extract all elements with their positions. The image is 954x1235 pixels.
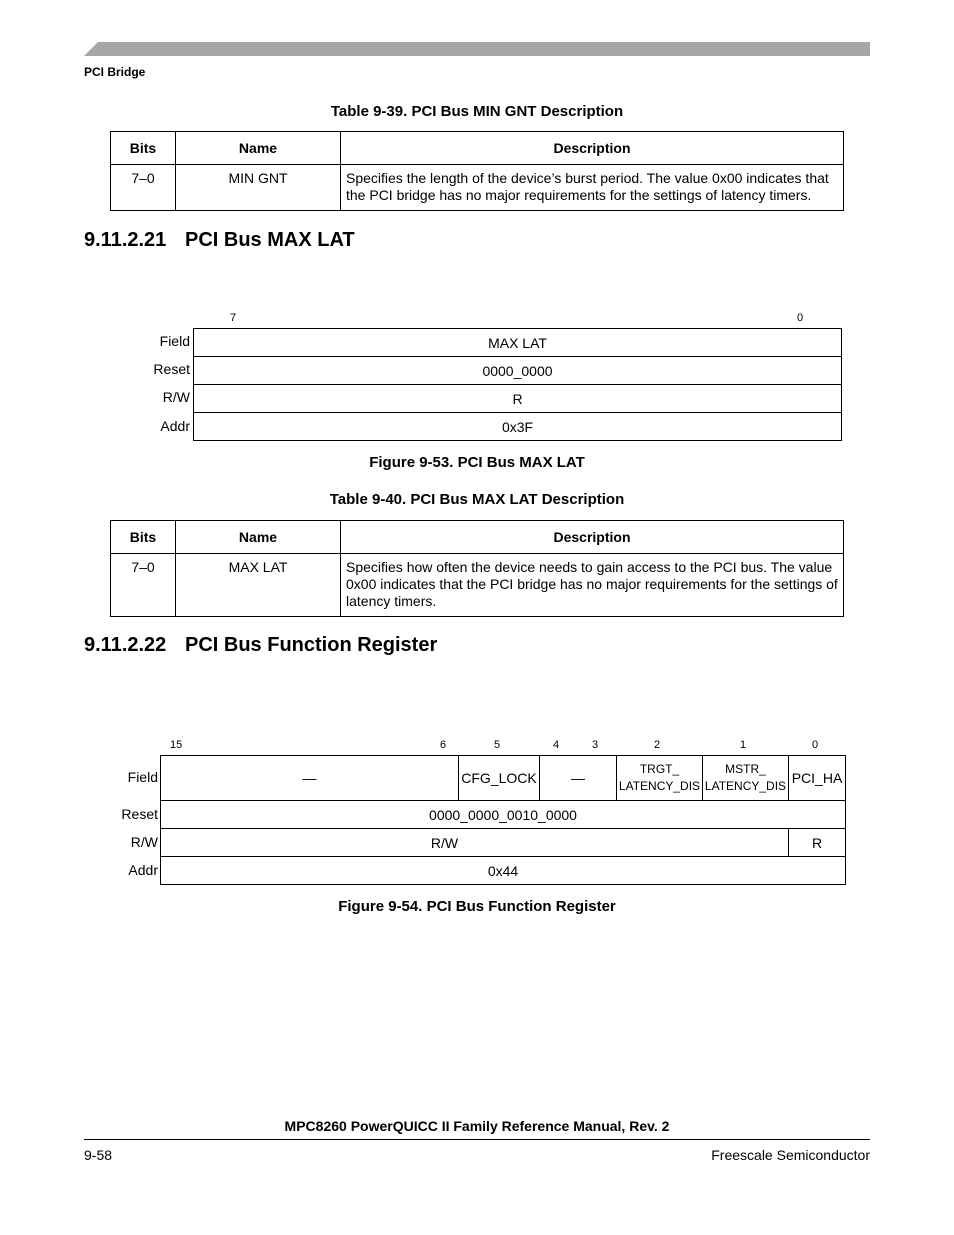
- bit-number-5: 5: [494, 739, 501, 751]
- cell-bits: 7–0: [111, 165, 176, 211]
- field-cfg-lock: CFG_LOCK: [459, 756, 540, 801]
- header-bar: [84, 42, 870, 56]
- rw-row: [161, 829, 846, 857]
- table-39-header-row: [111, 132, 844, 165]
- running-header: PCI Bridge: [84, 65, 146, 79]
- row-label-field: Field: [159, 333, 190, 349]
- row-label-rw: R/W: [162, 389, 190, 405]
- bit-number-1: 1: [740, 739, 747, 751]
- cell-name: MIN GNT: [176, 165, 341, 211]
- table-39-caption: Table 9-39. PCI Bus MIN GNT Description: [330, 103, 624, 120]
- column-header-name: Name: [176, 132, 341, 165]
- table-40-caption: Table 9-40. PCI Bus MAX LAT Description: [329, 491, 625, 508]
- bit-number-high: 7: [230, 312, 237, 324]
- field-pci-ha: PCI_HA: [789, 756, 846, 801]
- field-reserved-4-3: —: [540, 756, 617, 801]
- figure-53-caption: Figure 9-53. PCI Bus MAX LAT: [369, 454, 585, 471]
- addr-row: [161, 857, 846, 885]
- field-reserved-15-6: —: [161, 756, 459, 801]
- row-label-rw: R/W: [130, 834, 158, 850]
- bit-number-2: 2: [654, 739, 661, 751]
- table-row: [111, 554, 844, 617]
- row-label-reset: Reset: [153, 361, 190, 377]
- header-bar-shape: [84, 42, 870, 56]
- section-number: 9.11.2.22: [84, 634, 167, 656]
- field-mstr-latency-dis: MSTR_ LATENCY_DIS: [703, 756, 789, 801]
- addr-value: 0x3F: [194, 413, 842, 441]
- cell-name: MAX LAT: [176, 554, 341, 617]
- bit-number-3: 3: [592, 739, 599, 751]
- section-heading-function-register: [84, 634, 437, 657]
- section-number: 9.11.2.21: [84, 229, 167, 251]
- field-trgt-latency-dis: TRGT_ LATENCY_DIS: [617, 756, 703, 801]
- footer-publisher: Freescale Semiconductor: [711, 1147, 870, 1163]
- table-40-header-row: [111, 521, 844, 554]
- page-number: 9-58: [84, 1147, 113, 1163]
- row-label-reset: Reset: [121, 806, 158, 822]
- row-label-addr: Addr: [160, 418, 190, 434]
- section-heading-max-lat: [84, 229, 355, 252]
- rw-value-bits-15-1: R/W: [161, 829, 789, 857]
- column-header-bits: Bits: [111, 521, 176, 554]
- column-header-description: Description: [341, 132, 844, 165]
- register-max-lat: [193, 328, 842, 441]
- field-max-lat: MAX LAT: [194, 329, 842, 357]
- column-header-bits: Bits: [111, 132, 176, 165]
- bit-number-6: 6: [440, 739, 447, 751]
- register-function: [160, 755, 846, 885]
- cell-bits: 7–0: [111, 554, 176, 617]
- section-title: PCI Bus MAX LAT: [185, 229, 355, 251]
- bit-number-0: 0: [812, 739, 819, 751]
- rw-value: R: [194, 385, 842, 413]
- table-row: [111, 165, 844, 211]
- addr-value: 0x44: [161, 857, 846, 885]
- cell-description: Specifies how often the device needs to gain access to the PCI bus. The value 0x00 indicates that the PCI bridge has no major requirements for the settings of latency timers.: [341, 554, 844, 617]
- table-40: [110, 520, 844, 617]
- column-header-description: Description: [341, 521, 844, 554]
- reset-row: [161, 801, 846, 829]
- cell-description: Specifies the length of the device’s burst period. The value 0x00 indicates that the PCI bridge has no major requirements for the settings of latency timers.: [341, 165, 844, 211]
- bit-number-4: 4: [553, 739, 560, 751]
- row-label-field: Field: [127, 769, 158, 785]
- reset-value: 0000_0000: [194, 357, 842, 385]
- rw-value-bit-0: R: [789, 829, 846, 857]
- field-row: [161, 756, 846, 801]
- section-title: PCI Bus Function Register: [185, 634, 438, 656]
- footer-manual-title: MPC8260 PowerQUICC II Family Reference Manual, Rev. 2: [284, 1118, 670, 1134]
- bit-number-15: 15: [170, 739, 183, 751]
- footer-divider: [84, 1139, 870, 1140]
- reset-value: 0000_0000_0010_0000: [161, 801, 846, 829]
- row-label-addr: Addr: [128, 862, 158, 878]
- table-39: [110, 131, 844, 211]
- column-header-name: Name: [176, 521, 341, 554]
- bit-number-low: 0: [797, 312, 804, 324]
- figure-54-caption: Figure 9-54. PCI Bus Function Register: [338, 898, 616, 915]
